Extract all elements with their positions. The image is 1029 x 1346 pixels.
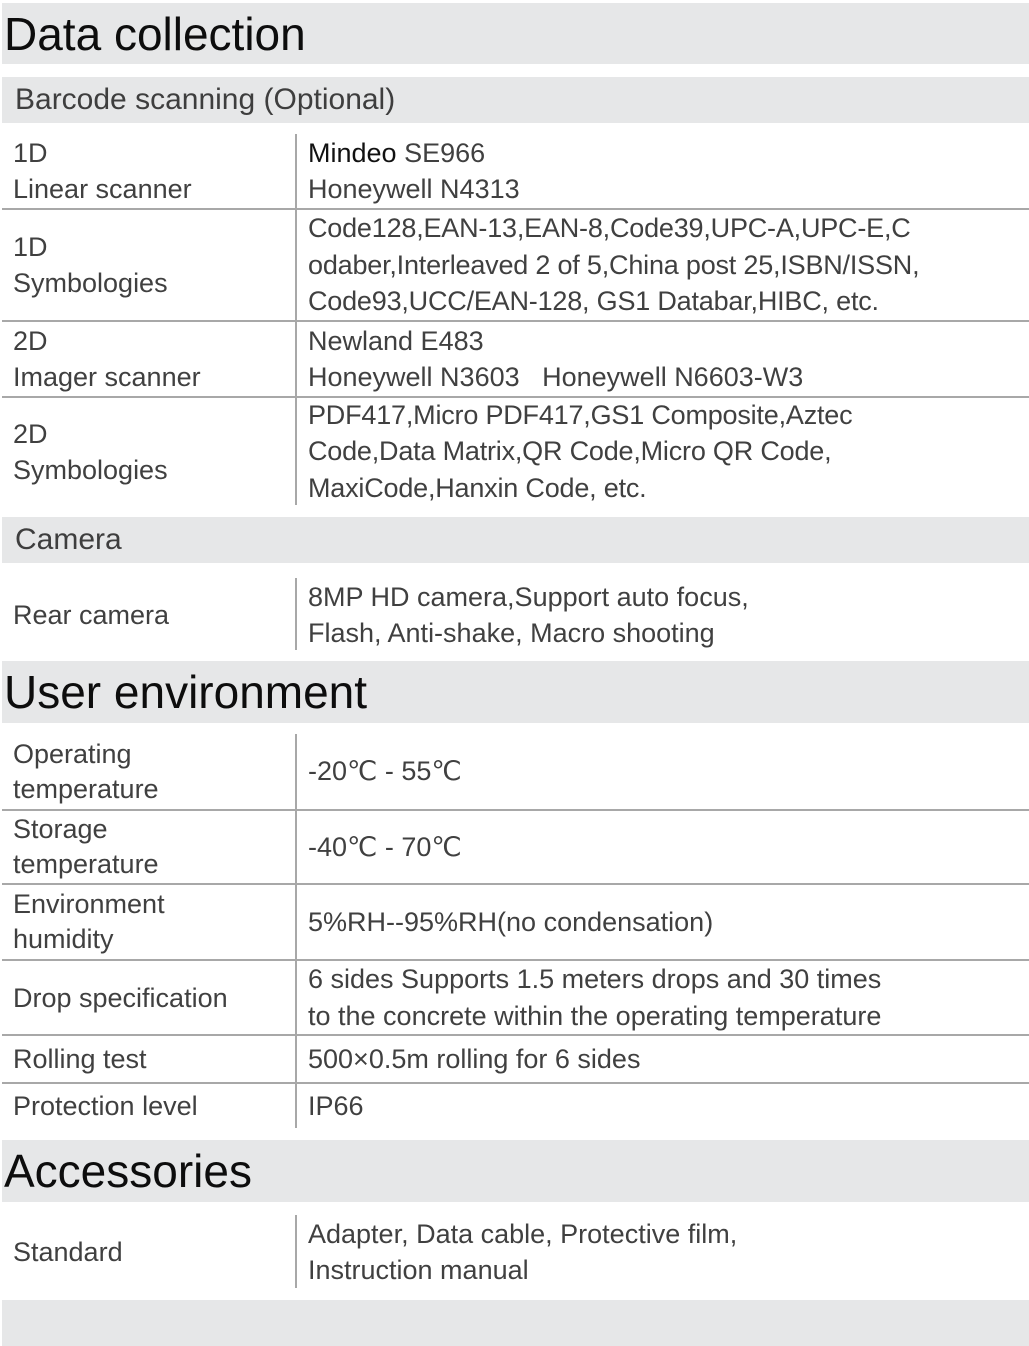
value-line: -20℃ - 55℃ <box>308 756 462 787</box>
data-collection-title: Data collection <box>4 7 306 60</box>
spec-row-operating-temperature <box>2 734 1029 809</box>
value-line: Code,Data Matrix,QR Code,Micro QR Code, <box>308 436 832 467</box>
label-line: Standard <box>13 1237 123 1267</box>
footer-band <box>2 1300 1029 1346</box>
spec-label <box>13 961 293 1034</box>
spec-value <box>308 398 1019 505</box>
model-name: SE966 <box>396 137 486 168</box>
barcode-scanning-title: Barcode scanning (Optional) <box>15 83 396 116</box>
label-line: Protection level <box>13 1091 198 1121</box>
accessories-title: Accessories <box>4 1145 252 1197</box>
value-line: 500×0.5m rolling for 6 sides <box>308 1043 641 1074</box>
label-line: Symbologies <box>13 268 168 298</box>
spec-row-protection-level <box>2 1082 1029 1128</box>
spec-label <box>13 885 293 959</box>
spec-value <box>308 885 1019 959</box>
spec-row-2d-imager-scanner <box>2 320 1029 396</box>
spec-row-rolling-test <box>2 1034 1029 1082</box>
section-title-accessories <box>2 1140 1029 1202</box>
spec-row-drop-specification <box>2 959 1029 1034</box>
label-line: 2D <box>13 418 48 449</box>
label-line: 2D <box>13 326 48 356</box>
spec-value <box>308 210 1019 320</box>
spec-value <box>308 575 1019 655</box>
spec-label <box>13 811 293 883</box>
value-line <box>308 135 1019 172</box>
section-title-user-environment <box>2 661 1029 723</box>
value-line: 6 sides Supports 1.5 meters drops and 30 times <box>308 964 882 994</box>
spec-value <box>308 1212 1019 1292</box>
label-line: temperature <box>13 773 159 804</box>
spec-label <box>13 398 293 505</box>
label-line: Environment <box>13 889 165 919</box>
spec-row-rear-camera <box>2 575 1029 655</box>
spec-label <box>13 134 293 208</box>
label-line: Rear camera <box>13 600 170 630</box>
spec-value <box>308 322 1019 396</box>
value-line: -40℃ - 70℃ <box>308 831 462 862</box>
spec-row-storage-temperature <box>2 809 1029 883</box>
spec-value <box>308 1084 1019 1128</box>
value-line: Honeywell N4313 <box>308 174 520 204</box>
spec-value <box>308 811 1019 883</box>
label-line: 1D <box>13 232 48 262</box>
environment-spec-table <box>2 734 1029 1128</box>
label-line: 1D <box>13 138 48 168</box>
label-line: humidity <box>13 924 114 954</box>
spec-label <box>13 1036 293 1082</box>
value-line: PDF417,Micro PDF417,GS1 Composite,Aztec <box>308 399 853 430</box>
value-line: 8MP HD camera,Support auto focus, <box>308 581 749 612</box>
label-line: Rolling test <box>13 1044 147 1074</box>
value-line: to the concrete within the operating temperature <box>308 1000 882 1031</box>
spec-label <box>13 734 293 809</box>
user-environment-title: User environment <box>4 666 368 718</box>
spec-row-environment-humidity <box>2 883 1029 959</box>
label-line: Imager scanner <box>13 362 201 392</box>
label-line: Linear scanner <box>13 174 192 204</box>
label-line: Drop specification <box>13 982 228 1013</box>
spec-row-1d-linear-scanner <box>2 134 1029 208</box>
label-line: Operating <box>13 738 132 769</box>
spec-label <box>13 322 293 396</box>
spec-value <box>308 961 1019 1034</box>
value-line: 5%RH--95%RH(no condensation) <box>308 906 714 937</box>
label-line: temperature <box>13 849 159 879</box>
value-line: MaxiCode,Hanxin Code, etc. <box>308 472 647 503</box>
value-line: Instruction manual <box>308 1255 529 1285</box>
value-line: Code128,EAN-13,EAN-8,Code39,UPC-A,UPC-E,C <box>308 213 911 244</box>
brand-name: Mindeo <box>308 137 397 168</box>
accessories-spec-table <box>2 1212 1029 1292</box>
subsection-title-barcode-scanning <box>2 77 1029 123</box>
spec-label <box>13 1212 293 1292</box>
value-line: Code93,UCC/EAN-128, GS1 Databar,HIBC, etc. <box>308 286 879 317</box>
camera-title: Camera <box>15 523 122 556</box>
subsection-title-camera <box>2 517 1029 563</box>
value-line: Adapter, Data cable, Protective film, <box>308 1218 738 1249</box>
spec-value <box>308 134 1019 208</box>
spec-label <box>13 1084 293 1128</box>
spec-value <box>308 1036 1019 1082</box>
value-line: Newland E483 <box>308 325 484 356</box>
spec-row-2d-symbologies <box>2 396 1029 505</box>
spec-label <box>13 575 293 655</box>
value-line: Flash, Anti-shake, Macro shooting <box>308 618 715 648</box>
value-line: IP66 <box>308 1090 364 1121</box>
spec-value <box>308 734 1019 809</box>
camera-spec-table <box>2 575 1029 655</box>
barcode-spec-table <box>2 134 1029 505</box>
spec-label <box>13 210 293 320</box>
value-line: odaber,Interleaved 2 of 5,China post 25,ISBN/ISSN, <box>308 249 920 280</box>
spec-row-1d-symbologies <box>2 208 1029 320</box>
section-title-data-collection <box>2 3 1029 64</box>
value-line: Honeywell N3603 Honeywell N6603-W3 <box>308 362 804 392</box>
spec-row-standard <box>2 1212 1029 1292</box>
label-line: Symbologies <box>13 454 168 485</box>
label-line: Storage <box>13 814 108 844</box>
